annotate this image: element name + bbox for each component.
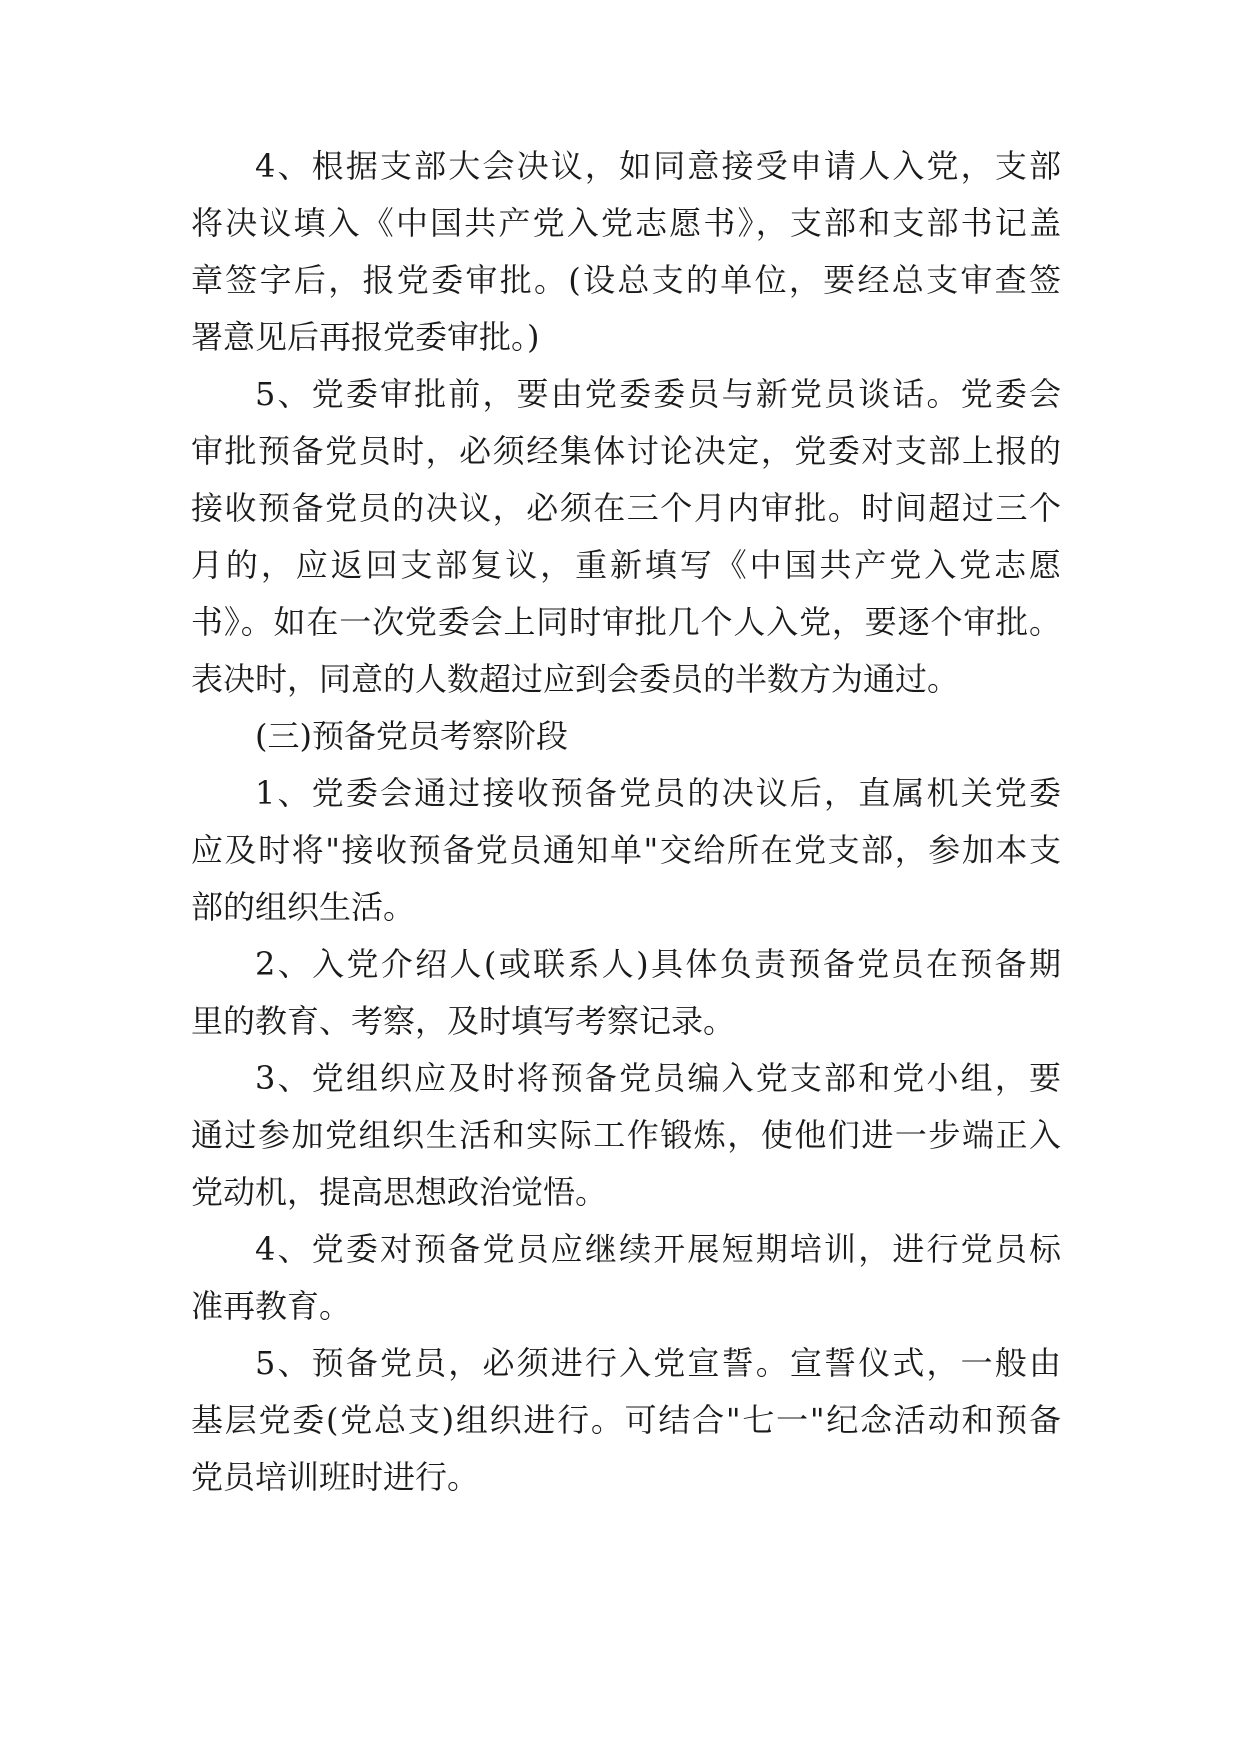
text-line: 将决议填入《中国共产党入党志愿书》，支部和支部书记盖 [191,204,1061,242]
text-line: 书》。如在一次党委会上同时审批几个人入党，要逐个审批。 [191,603,1061,641]
text-line: 2、入党介绍人(或联系人)具体负责预备党员在预备期 [255,945,1061,983]
text-line: 5、党委审批前，要由党委委员与新党员谈话。党委会 [255,375,1061,413]
section-heading: (三)预备党员考察阶段 [255,717,568,755]
text-line: 5、预备党员，必须进行入党宣誓。宣誓仪式，一般由 [255,1344,1061,1382]
text-line: 准再教育。 [191,1287,352,1325]
text-line: 里的教育、考察，及时填写考察记录。 [191,1002,736,1040]
text-line: 基层党委(党总支)组织进行。可结合"七一"纪念活动和预备 [191,1401,1061,1439]
text-line: 部的组织生活。 [191,888,416,926]
text-line: 月的，应返回支部复议，重新填写《中国共产党入党志愿 [191,546,1061,584]
text-line: 署意见后再报党委审批。) [191,318,540,356]
text-line: 表决时，同意的人数超过应到会委员的半数方为通过。 [191,660,960,698]
text-line: 4、根据支部大会决议，如同意接受申请人入党，支部 [255,147,1061,185]
text-line: 章签字后，报党委审批。(设总支的单位，要经总支审查签 [191,261,1061,299]
text-line: 3、党组织应及时将预备党员编入党支部和党小组，要 [255,1059,1061,1097]
text-line: 1、党委会通过接收预备党员的决议后，直属机关党委 [255,774,1061,812]
text-line: 应及时将"接收预备党员通知单"交给所在党支部，参加本支 [191,831,1061,869]
text-line: 党动机，提高思想政治觉悟。 [191,1173,608,1211]
text-line: 通过参加党组织生活和实际工作锻炼，使他们进一步端正入 [191,1116,1061,1154]
text-line: 审批预备党员时，必须经集体讨论决定，党委对支部上报的 [191,432,1061,470]
text-line: 接收预备党员的决议，必须在三个月内审批。时间超过三个 [191,489,1061,527]
text-line: 党员培训班时进行。 [191,1458,480,1496]
text-line: 4、党委对预备党员应继续开展短期培训，进行党员标 [255,1230,1061,1268]
